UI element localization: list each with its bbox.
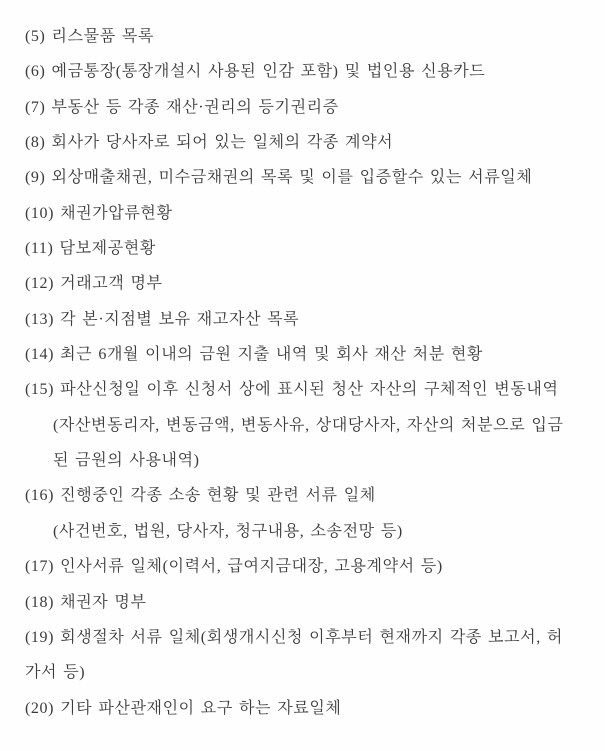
numbered-list [0, 19, 605, 726]
list-item: (15) 파산신청일 이후 신청서 상에 표시된 청산 자산의 구체적인 변동내역 [25, 381, 559, 399]
list-item: (12) 거래고객 명부 [25, 275, 163, 293]
list-item: (6) 예금통장(통장개설시 사용된 인감 포함) 및 법인용 신용카드 [25, 63, 486, 81]
list-item-continuation: 된 금원의 사용내역) [53, 452, 200, 470]
list-item: (9) 외상매출채권, 미수금채권의 목록 및 이를 입증할수 있는 서류일체 [25, 169, 533, 187]
list-item: (19) 회생절차 서류 일체(회생개시신청 이후부터 현재까지 각종 보고서, 허 [25, 628, 563, 646]
list-item: (17) 인사서류 일체(이력서, 급여지금대장, 고용계약서 등) [25, 558, 443, 576]
list-item: (5) 리스물품 목록 [25, 28, 154, 45]
list-item: (20) 기타 파산관재인이 요구 하는 자료일체 [25, 699, 342, 717]
list-item: (13) 각 본·지점별 보유 재고자산 목록 [25, 310, 300, 328]
list-item: (8) 회사가 당사자로 되어 있는 일체의 각종 계약서 [25, 134, 394, 152]
list-item-continuation: 가서 등) [25, 664, 86, 682]
list-item: (18) 채권자 명부 [25, 593, 147, 611]
list-item-continuation: (자산변동리자, 변동금액, 변동사유, 상대당사자, 자산의 처분으로 입금 [53, 416, 564, 434]
list-item: (16) 진행중인 각종 소송 현황 및 관련 서류 일체 [25, 487, 376, 505]
list-item: (7) 부동산 등 각종 재산·권리의 등기권리증 [25, 98, 339, 116]
list-item-continuation: (사건번호, 법원, 당사자, 청구내용, 소송전망 등) [53, 522, 403, 540]
list-item: (10) 채권가압류현황 [25, 204, 173, 222]
list-item: (11) 담보제공현황 [25, 240, 156, 258]
list-item: (14) 최근 6개월 이내의 금원 지출 내역 및 회사 재산 처분 현황 [25, 346, 483, 364]
